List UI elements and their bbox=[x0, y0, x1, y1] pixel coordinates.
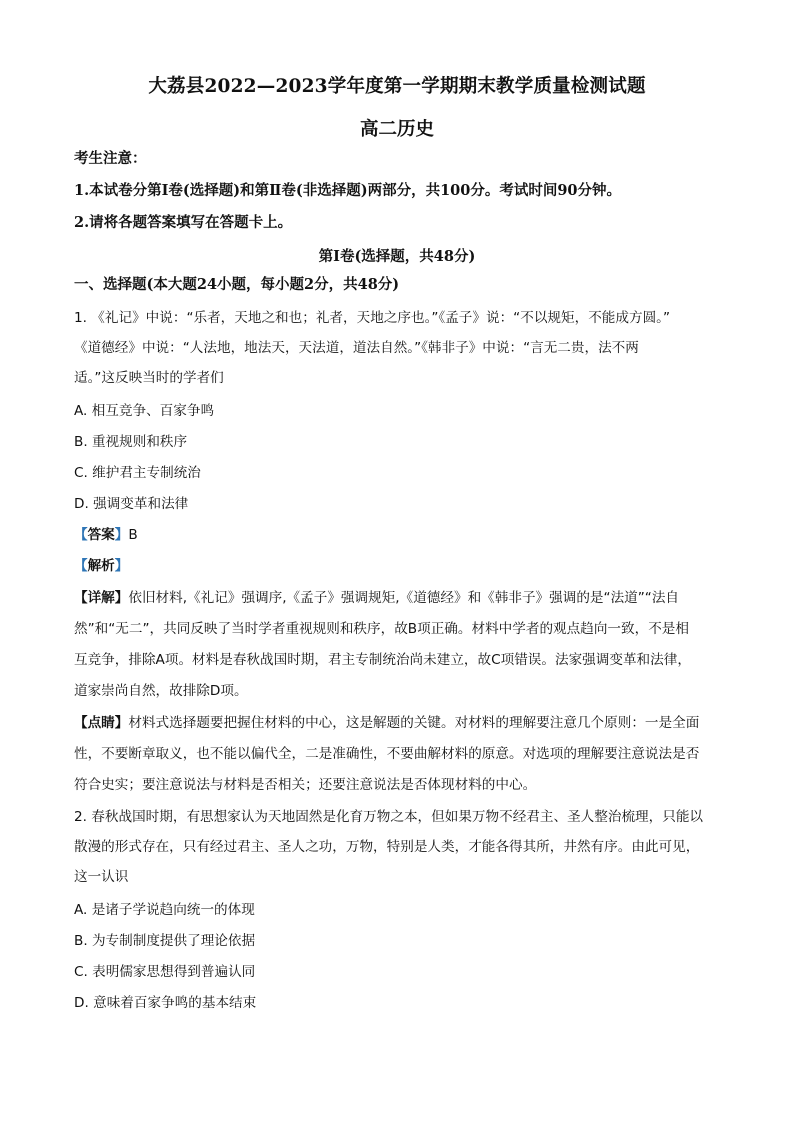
q1-analysis-heading bbox=[74, 557, 128, 575]
q1-detail-line-1: 【详解】依旧材料,《礼记》强调序,《孟子》强调规矩,《道德经》和《韩非子》强调的是“法道”“法自 bbox=[74, 590, 680, 606]
q1-detail-line-4: 道家崇尚自然，故排除D项。 bbox=[74, 683, 248, 699]
exam-title: 大荔县2022—2023学年度第一学期期末教学质量检测试题 bbox=[148, 76, 646, 97]
q1-detail-line-3: 互竞争，排除A项。材料是春秋战国时期，君主专制统治尚未建立，故C项错误。法家强调变革和法律， bbox=[74, 652, 691, 668]
part1-heading: 第Ⅰ卷(选择题，共48分) bbox=[318, 248, 476, 265]
answer-value: B bbox=[128, 527, 138, 543]
q1-option-c: C. 维护君主专制统治 bbox=[74, 465, 201, 481]
notice-item-1: 1.本试卷分第Ⅰ卷(选择题)和第Ⅱ卷(非选择题)两部分，共100分。考试时间90分钟。 bbox=[74, 182, 622, 199]
q1-comment-line-2: 性，不要断章取义，也不能以偏代全，二是准确性，不要曲解材料的原意。对选项的理解要注意说法是否 bbox=[74, 746, 700, 762]
q2-stem-line-1: 2. 春秋战国时期，有思想家认为天地固然是化育万物之本，但如果万物不经君主、圣人整治梳理，只能以 bbox=[74, 809, 704, 825]
q1-comment-line-1: 【点睛】材料式选择题要把握住材料的中心，这是解题的关键。对材料的理解要注意几个原则：一是全面 bbox=[74, 715, 700, 731]
q1-comment-line-3: 符合史实；要注意说法与材料是否相关；还要注意说法是否体现材料的中心。 bbox=[74, 777, 537, 793]
notice-heading: 考生注意： bbox=[74, 150, 147, 167]
q2-option-d: D. 意味着百家争鸣的基本结束 bbox=[74, 995, 257, 1011]
q1-answer bbox=[74, 526, 138, 544]
q1-detail-line-2: 然”和“无二”，共同反映了当时学者重视规则和秩序，故B项正确。材料中学者的观点趋向一致，不是相 bbox=[74, 621, 689, 637]
q1-stem-line-1: 1. 《礼记》中说：“乐者，天地之和也；礼者，天地之序也。”《孟子》说：“不以规矩，不能成方圆。” bbox=[74, 310, 670, 326]
notice-item-2: 2.请将各题答案填写在答题卡上。 bbox=[74, 214, 293, 231]
q2-stem-line-2: 散漫的形式存在，只有经过君主、圣人之功，万物，特别是人类，才能各得其所，井然有序。由此可见， bbox=[74, 839, 700, 855]
analysis-tag: 【解析】 bbox=[74, 558, 129, 574]
detail-tag: 【详解】 bbox=[74, 590, 129, 606]
q2-stem-line-3: 这一认识 bbox=[74, 869, 129, 885]
comment-tag: 【点睛】 bbox=[74, 715, 129, 731]
q1-stem-line-2: 《道德经》中说：“人法地，地法天，天法道，道法自然。”《韩非子》中说：“言无二贵，法不两 bbox=[74, 340, 639, 356]
q2-option-a: A. 是诸子学说趋向统一的体现 bbox=[74, 902, 255, 918]
q1-option-d: D. 强调变革和法律 bbox=[74, 496, 189, 512]
q2-option-c: C. 表明儒家思想得到普遍认同 bbox=[74, 964, 256, 980]
q1-option-a: A. 相互竞争、百家争鸣 bbox=[74, 403, 215, 419]
section-heading: 一、选择题(本大题24小题，每小题2分，共48分) bbox=[74, 276, 400, 293]
q2-option-b: B. 为专制制度提供了理论依据 bbox=[74, 933, 256, 949]
exam-subject: 高二历史 bbox=[359, 119, 434, 140]
answer-tag: 【答案】 bbox=[74, 527, 129, 543]
q1-option-b: B. 重视规则和秩序 bbox=[74, 434, 188, 450]
q1-stem-line-3: 适。”这反映当时的学者们 bbox=[74, 370, 224, 386]
